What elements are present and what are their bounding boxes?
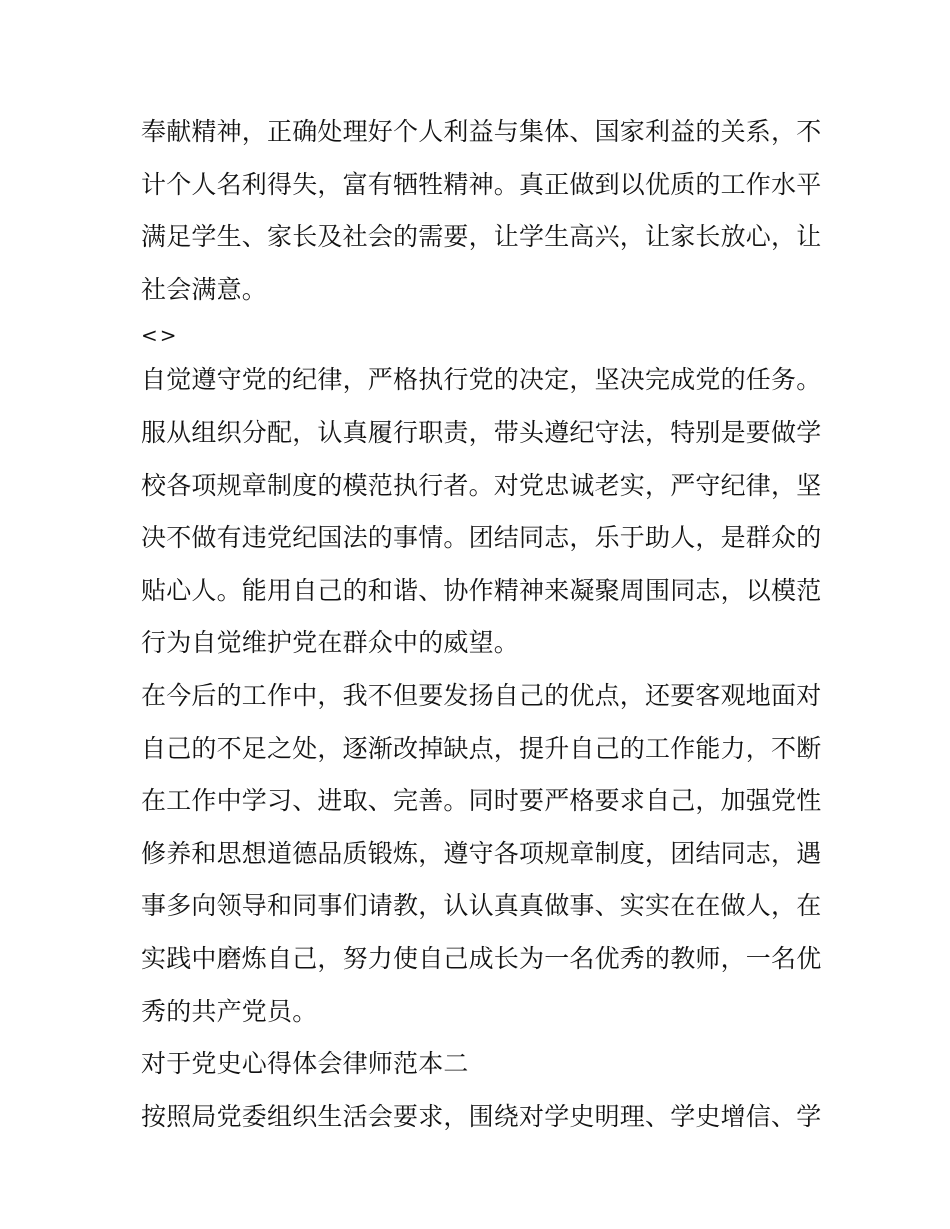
text-line: 决不做有违党纪国法的事情。团结同志，乐于助人，是群众的 [141,523,822,553]
text-line: 校各项规章制度的模范执行者。对党忠诚老实，严守纪律，坚 [141,470,822,500]
text-line: 奉献精神，正确处理好个人利益与集体、国家利益的关系，不 [141,117,822,146]
text-line: 贴心人。能用自己的和谐、协作精神来凝聚周围同志，以模范 [141,575,822,605]
text-line: 自觉遵守党的纪律，严格执行党的决定，坚决完成党的任务。 [141,365,822,395]
text-line: 行为自觉维护党在群众中的威望。 [141,628,520,658]
text-line: 事多向领导和同事们请教，认认真真做事、实实在在做人，在 [141,891,822,921]
text-line: 秀的共产党员。 [141,996,318,1026]
text-line: 在工作中学习、进取、完善。同时要严格要求自己，加强党性 [141,786,822,816]
text-line: 满足学生、家长及社会的需要，让学生高兴，让家长放心，让 [141,222,822,252]
text-line: 按照局党委组织生活会要求，围绕对学史明理、学史增信、学 [141,1101,822,1131]
text-line: 修养和思想道德品质锻炼，遵守各项规章制度，团结同志，遇 [141,838,822,868]
text-line: 计个人名利得失，富有牺牲精神。真正做到以优质的工作水平 [141,169,822,199]
text-line: 服从组织分配，认真履行职责，带头遵纪守法，特别是要做学 [141,417,822,447]
text-line: 在今后的工作中，我不但要发扬自己的优点，还要客观地面对 [141,680,822,710]
text-line: 实践中磨炼自己，努力使自己成长为一名优秀的教师，一名优 [141,943,822,973]
section-heading: 对于党史心得体会律师范本二 [141,1049,469,1079]
placeholder-marker: <> [141,323,179,348]
document-body [141,106,822,1143]
text-line: 自己的不足之处，逐渐改掉缺点，提升自己的工作能力，不断 [141,733,822,763]
text-line: 社会满意。 [141,274,268,304]
